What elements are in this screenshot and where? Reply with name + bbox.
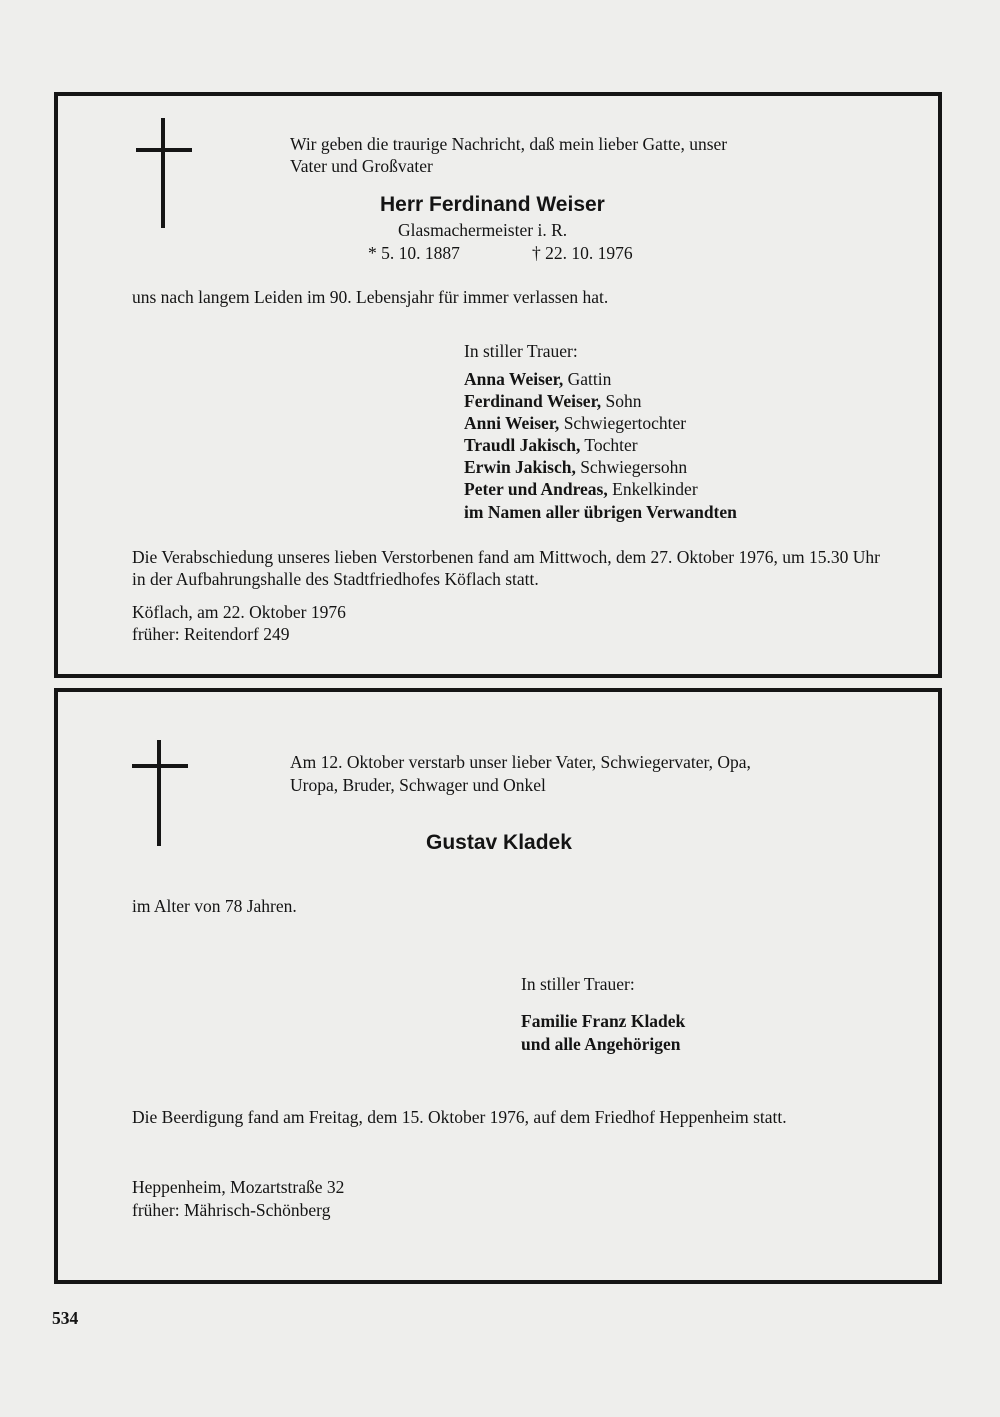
place-date: Köflach, am 22. Oktober 1976 — [132, 602, 346, 622]
obituary-notice-weiser — [54, 92, 942, 678]
deceased-title: Glasmachermeister i. R. — [398, 220, 568, 240]
birth-date: * 5. 10. 1887 — [368, 243, 460, 263]
obituary-notice-kladek — [54, 688, 942, 1284]
mourner-name: Peter und Andreas, — [464, 479, 608, 499]
cross-icon — [136, 118, 192, 230]
mourner-row — [464, 478, 698, 500]
deceased-name: Gustav Kladek — [426, 831, 572, 854]
mourner-relation: Schwiegersohn — [575, 457, 688, 477]
funeral-text: Die Beerdigung fand am Freitag, dem 15. Oktober 1976, auf dem Friedhof Heppenheim statt. — [132, 1107, 787, 1127]
mourner-name: Anni Weiser, — [464, 413, 560, 433]
passing-text: uns nach langem Leiden im 90. Lebensjahr für immer verlassen hat. — [132, 287, 609, 307]
mourning-heading: In stiller Trauer: — [464, 341, 578, 361]
mourner-row — [464, 434, 698, 456]
death-date: † 22. 10. 1976 — [532, 243, 633, 263]
relatives-line: und alle Angehörigen — [521, 1034, 681, 1054]
mourner-row — [464, 368, 698, 390]
farewell-text: Die Verabschiedung unseres lieben Verstorbenen fand am Mittwoch, dem 27. Oktober 1976, um 15.30 Uhr in der Aufbahrungshalle des Stadtfriedhofes Köflach statt. — [132, 547, 880, 589]
intro-line-2: Uropa, Bruder, Schwager und Onkel — [290, 775, 546, 795]
address-line: Heppenheim, Mozartstraße 32 — [132, 1177, 345, 1197]
mourner-row — [464, 412, 698, 434]
page-number: 534 — [52, 1308, 79, 1328]
former-address: früher: Mährisch-Schönberg — [132, 1200, 331, 1220]
mourner-relation: Tochter — [580, 435, 638, 455]
family-line: Familie Franz Kladek — [521, 1011, 686, 1031]
intro-line-1: Wir geben die traurige Nachricht, daß mein lieber Gatte, unser — [290, 134, 728, 154]
intro-line-1: Am 12. Oktober verstarb unser lieber Vater, Schwiegervater, Opa, — [290, 752, 751, 772]
mourner-name: Traudl Jakisch, — [464, 435, 581, 455]
intro-line-2: Vater und Großvater — [290, 156, 433, 176]
mourner-name: Erwin Jakisch, — [464, 457, 576, 477]
mourner-row — [464, 390, 698, 412]
mourner-relation: Enkelkinder — [607, 479, 698, 499]
mourner-relation: Sohn — [601, 391, 642, 411]
mourning-heading: In stiller Trauer: — [521, 974, 635, 994]
mourners-list — [464, 368, 698, 500]
deceased-name: Herr Ferdinand Weiser — [380, 193, 605, 216]
mourner-name: Ferdinand Weiser, — [464, 391, 602, 411]
cross-icon — [132, 740, 188, 848]
mourner-relation: Gattin — [563, 369, 612, 389]
relatives-line: im Namen aller übrigen Verwandten — [464, 502, 737, 522]
mourner-row — [464, 456, 698, 478]
mourner-relation: Schwiegertochter — [559, 413, 687, 433]
former-address: früher: Reitendorf 249 — [132, 624, 290, 644]
age-text: im Alter von 78 Jahren. — [132, 896, 297, 916]
mourner-name: Anna Weiser, — [464, 369, 564, 389]
